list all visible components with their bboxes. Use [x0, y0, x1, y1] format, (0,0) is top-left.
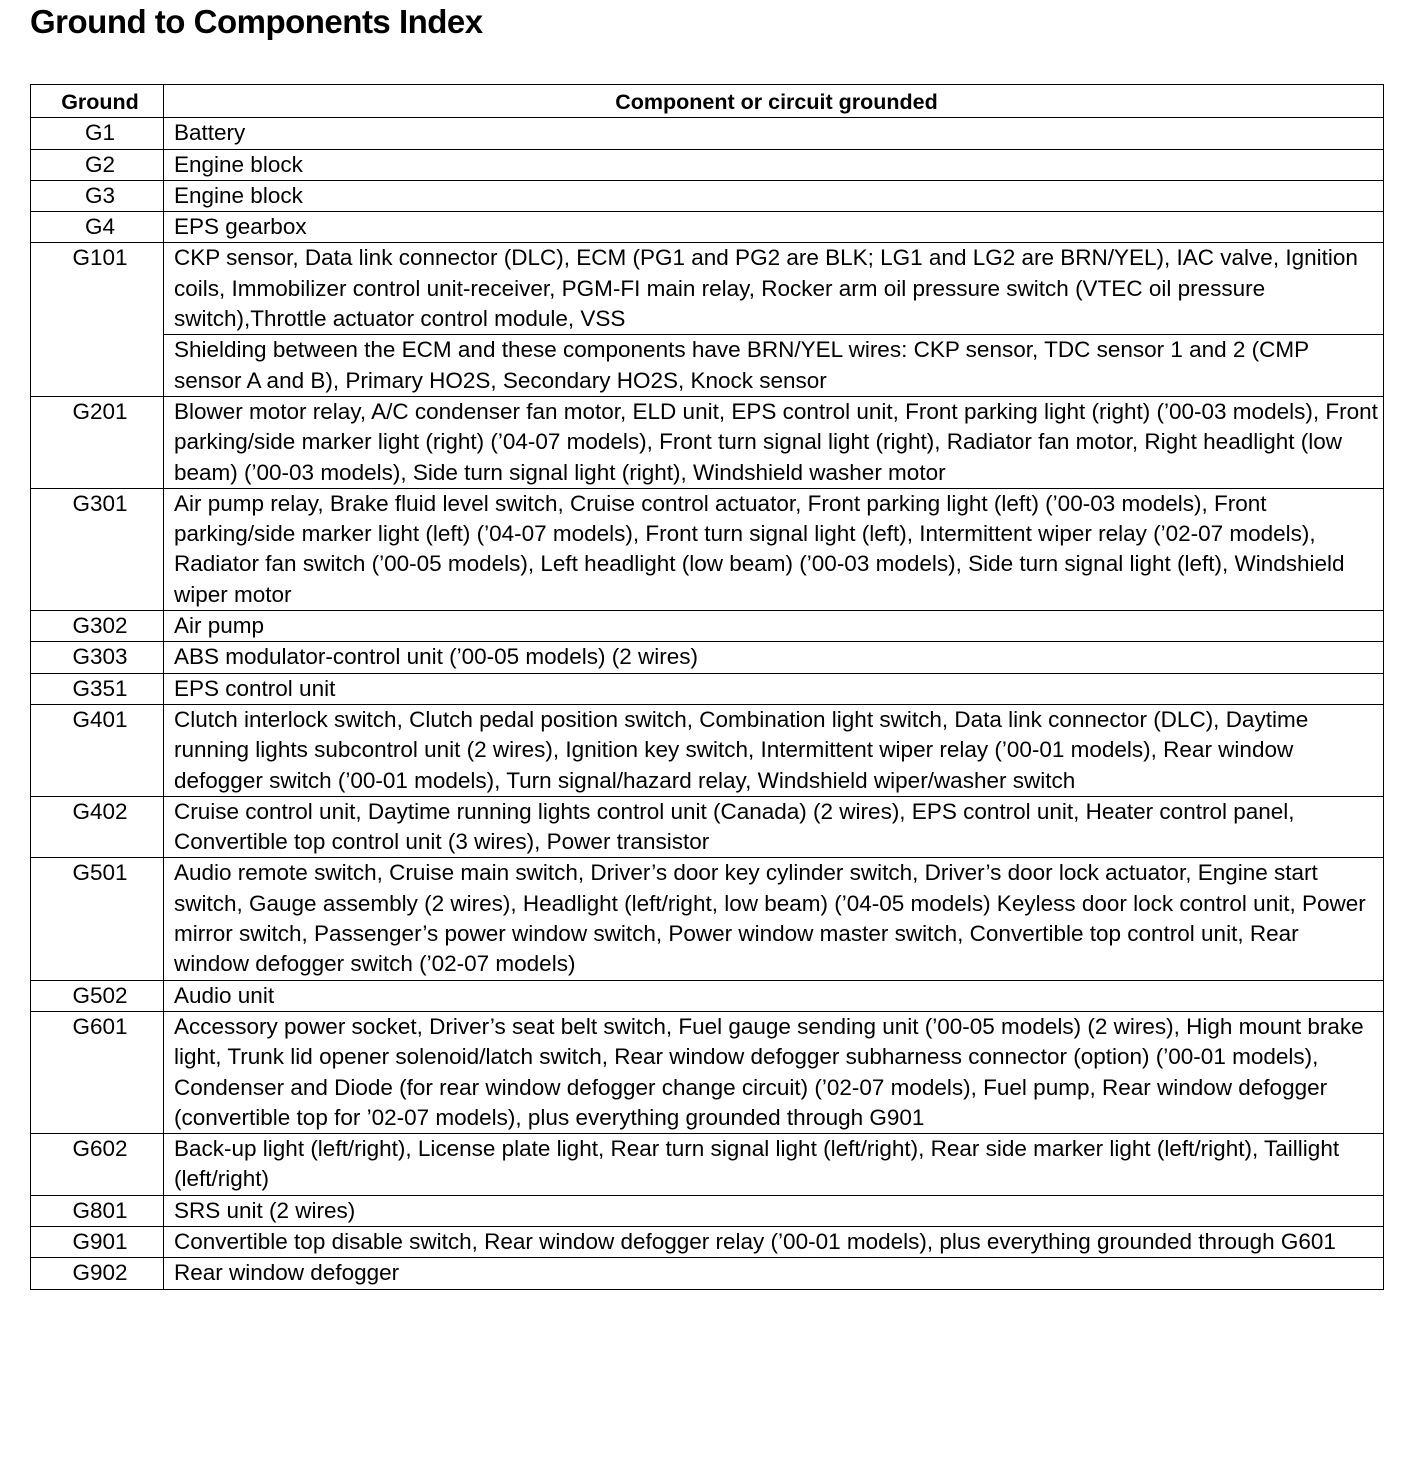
component-cell: Engine block — [164, 180, 1384, 211]
ground-id-cell: G101 — [31, 243, 164, 396]
table-header-row — [31, 85, 1384, 118]
table-row — [31, 118, 1384, 149]
component-cell: Battery — [164, 118, 1384, 149]
ground-id-cell: G351 — [31, 673, 164, 704]
header-component: Component or circuit grounded — [164, 85, 1384, 118]
ground-id-cell: G4 — [31, 212, 164, 243]
component-cell: SRS unit (2 wires) — [164, 1195, 1384, 1226]
table-row — [31, 180, 1384, 211]
component-cell: Audio unit — [164, 980, 1384, 1011]
component-cell: EPS gearbox — [164, 212, 1384, 243]
table-row — [31, 243, 1384, 335]
component-cell: Cruise control unit, Daytime running lights control unit (Canada) (2 wires), EPS control unit, Heater control panel, Convertible top control unit (3 wires), Power transistor — [164, 796, 1384, 858]
ground-id-cell: G201 — [31, 396, 164, 488]
ground-id-cell: G1 — [31, 118, 164, 149]
table-row — [31, 796, 1384, 858]
table-row — [31, 212, 1384, 243]
ground-index-table — [30, 84, 1384, 1290]
component-cell: Engine block — [164, 149, 1384, 180]
component-cell: Back-up light (left/right), License plate light, Rear turn signal light (left/right), Rear side marker light (left/right), Taillight (left/right) — [164, 1134, 1384, 1196]
ground-id-cell: G601 — [31, 1011, 164, 1133]
ground-id-cell: G901 — [31, 1226, 164, 1257]
ground-id-cell: G3 — [31, 180, 164, 211]
table-row — [31, 149, 1384, 180]
table-row — [31, 642, 1384, 673]
component-cell: Audio remote switch, Cruise main switch, Driver’s door key cylinder switch, Driver’s door lock actuator, Engine start switch, Gauge assembly (2 wires), Headlight (left/right, low beam) (’04-05 models) Keyless door lock control unit, Power mirror switch, Passenger’s power window switch, Power window master switch, Convertible top control unit, Rear window defogger switch (’02-07 models) — [164, 858, 1384, 980]
ground-id-cell: G303 — [31, 642, 164, 673]
component-cell: Accessory power socket, Driver’s seat belt switch, Fuel gauge sending unit (’00-05 models) (2 wires), High mount brake light, Trunk lid opener solenoid/latch switch, Rear window defogger subharness connector (option) (’00-01 models), Condenser and Diode (for rear window defogger change circuit) (’02-07 models), Fuel pump, Rear window defogger (convertible top for ’02-07 models), plus everything grounded through G901 — [164, 1011, 1384, 1133]
table-body — [31, 118, 1384, 1289]
table-row — [31, 1011, 1384, 1133]
ground-id-cell: G301 — [31, 488, 164, 610]
ground-id-cell: G302 — [31, 611, 164, 642]
component-cell: Clutch interlock switch, Clutch pedal position switch, Combination light switch, Data link connector (DLC), Daytime running lights subcontrol unit (2 wires), Ignition key switch, Intermittent wiper relay (’00-01 models), Rear window defogger switch (’00-01 models), Turn signal/hazard relay, Windshield wiper/washer switch — [164, 704, 1384, 796]
ground-id-cell: G402 — [31, 796, 164, 858]
ground-id-cell: G902 — [31, 1258, 164, 1289]
ground-id-cell: G502 — [31, 980, 164, 1011]
ground-id-cell: G602 — [31, 1134, 164, 1196]
table-row — [31, 673, 1384, 704]
component-cell: Rear window defogger — [164, 1258, 1384, 1289]
component-cell: ABS modulator-control unit (’00-05 models) (2 wires) — [164, 642, 1384, 673]
table-row — [31, 335, 1384, 397]
ground-id-cell: G501 — [31, 858, 164, 980]
table-row — [31, 488, 1384, 610]
component-cell: EPS control unit — [164, 673, 1384, 704]
component-cell: Blower motor relay, A/C condenser fan motor, ELD unit, EPS control unit, Front parking light (right) (’00-03 models), Front parking/side marker light (right) (’04-07 models), Front turn signal light (right), Radiator fan motor, Right headlight (low beam) (’00-03 models), Side turn signal light (right), Windshield washer motor — [164, 396, 1384, 488]
ground-id-cell: G2 — [31, 149, 164, 180]
table-row — [31, 611, 1384, 642]
table-row — [31, 1226, 1384, 1257]
table-row — [31, 1134, 1384, 1196]
ground-id-cell: G801 — [31, 1195, 164, 1226]
component-cell: Air pump — [164, 611, 1384, 642]
ground-id-cell: G401 — [31, 704, 164, 796]
table-row — [31, 1258, 1384, 1289]
table-row — [31, 980, 1384, 1011]
component-cell: Convertible top disable switch, Rear window defogger relay (’00-01 models), plus everything grounded through G601 — [164, 1226, 1384, 1257]
table-row — [31, 858, 1384, 980]
table-row — [31, 396, 1384, 488]
component-cell: Air pump relay, Brake fluid level switch, Cruise control actuator, Front parking light (left) (’00-03 models), Front parking/side marker light (left) (’04-07 models), Front turn signal light (left), Intermittent wiper relay (’02-07 models), Radiator fan switch (’00-05 models), Left headlight (low beam) (’00-03 models), Side turn signal light (left), Windshield wiper motor — [164, 488, 1384, 610]
page-title: Ground to Components Index — [30, 3, 483, 40]
header-ground: Ground — [31, 85, 164, 118]
table-row — [31, 704, 1384, 796]
component-cell: Shielding between the ECM and these components have BRN/YEL wires: CKP sensor, TDC sensor 1 and 2 (CMP sensor A and B), Primary HO2S, Secondary HO2S, Knock sensor — [164, 335, 1384, 397]
component-cell: CKP sensor, Data link connector (DLC), ECM (PG1 and PG2 are BLK; LG1 and LG2 are BRN/YEL), IAC valve, Ignition coils, Immobilizer control unit-receiver, PGM-FI main relay, Rocker arm oil pressure switch (VTEC oil pressure switch),Throttle actuator control module, VSS — [164, 243, 1384, 335]
table-row — [31, 1195, 1384, 1226]
